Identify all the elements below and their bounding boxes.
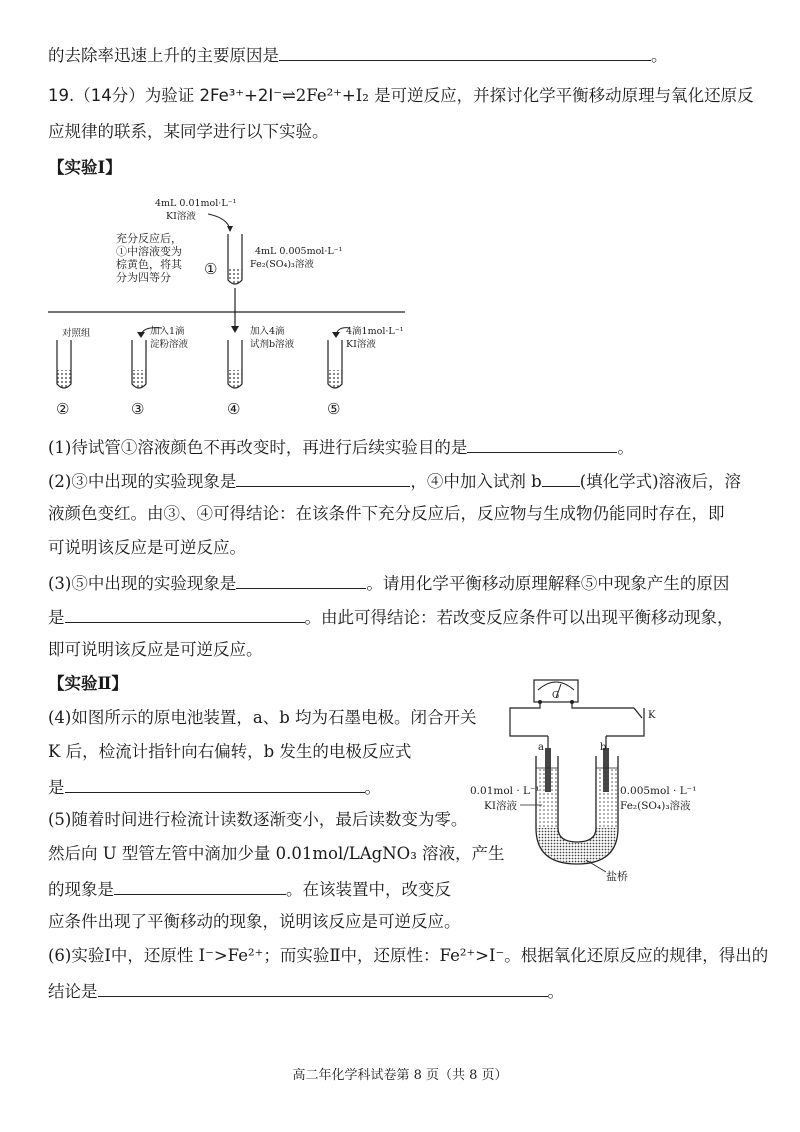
answer-blank bbox=[467, 434, 617, 453]
question-4 bbox=[48, 706, 477, 730]
fe-conc-label: 4mL 0.005mol·L⁻¹ bbox=[255, 246, 343, 257]
electrode-a-label: a bbox=[538, 742, 544, 753]
fe-solution bbox=[597, 768, 617, 828]
answer-blank bbox=[114, 876, 286, 895]
heading: 【实验Ⅱ】 bbox=[48, 674, 128, 693]
left-conc-label: 0.01mol · L⁻¹ bbox=[470, 785, 540, 797]
question-19-stem bbox=[48, 84, 754, 108]
answer-blank bbox=[65, 604, 305, 623]
text: (5)随着时间进行检流计读数逐渐变小，最后读数变为零。 bbox=[48, 810, 468, 829]
text: (1)待试管①溶液颜色不再改变时，再进行后续实验目的是 bbox=[48, 438, 468, 457]
tube-4-label: 试剂b溶液 bbox=[250, 339, 295, 350]
electrode-b-label: b bbox=[600, 742, 607, 753]
arrow-head bbox=[332, 332, 340, 338]
page-footer: 高二年化学科试卷第 8 页（共 8 页） bbox=[292, 1068, 508, 1083]
text: 然后向 U 型管左管中滴加少量 0.01mol/LAgNO₃ 溶液，产生 bbox=[48, 844, 505, 863]
text: (4)如图所示的原电池装置，a、b 均为石墨电极。闭合开关 bbox=[48, 708, 477, 727]
heading: 【实验Ⅰ】 bbox=[48, 158, 122, 177]
question-4-line-3 bbox=[48, 774, 381, 800]
tube-4-label: 加入4滴 bbox=[250, 326, 285, 337]
equilibrium-arrow: ⇌ bbox=[281, 86, 296, 105]
text: (6)实验Ⅰ中，还原性 I⁻>Fe²⁺；而实验Ⅱ中，还原性：Fe²⁺>I⁻。根据氧化还原反应的规律，得出的 bbox=[48, 946, 769, 965]
text: 液颜色变红。由③、④可得结论：在该条件下充分反应后，反应物与生成物仍能同时存在，即 bbox=[48, 504, 725, 523]
switch bbox=[634, 708, 642, 718]
galvanic-cell-figure bbox=[466, 668, 716, 888]
question-number: 19.（14分）为验证 2Fe³⁺+2I⁻ bbox=[48, 86, 282, 105]
tube-number: ⑤ bbox=[327, 400, 341, 418]
note-line: ①中溶液变为 bbox=[116, 245, 182, 258]
question-1 bbox=[48, 434, 634, 460]
question-6 bbox=[48, 944, 768, 968]
note-line: 棕黄色，将其 bbox=[116, 258, 182, 271]
answer-blank bbox=[98, 978, 548, 997]
wire-right-2 bbox=[606, 708, 644, 736]
question-2 bbox=[48, 468, 741, 494]
wire-right bbox=[572, 702, 634, 708]
tube-2-label: 对照组 bbox=[62, 328, 91, 339]
salt-bridge-label: 盐桥 bbox=[606, 870, 628, 883]
wire-left bbox=[510, 702, 548, 736]
question-5-line-4 bbox=[48, 910, 461, 934]
tube-number: ④ bbox=[227, 400, 241, 418]
note-line: 分为四等分 bbox=[116, 271, 171, 284]
text: 是 bbox=[48, 608, 65, 627]
text: 。 bbox=[364, 778, 381, 797]
question-5-line-2 bbox=[48, 842, 505, 866]
solution bbox=[329, 370, 342, 388]
text: 。 bbox=[617, 438, 634, 457]
text: 。 bbox=[547, 982, 564, 1001]
right-solution-label: Fe₂(SO₄)₃溶液 bbox=[620, 800, 691, 812]
solution bbox=[229, 370, 242, 388]
solution bbox=[229, 267, 242, 284]
question-19-stem-2 bbox=[48, 120, 329, 144]
tube-5-label: 4滴1mol·L⁻¹ bbox=[346, 326, 404, 337]
text: (填化学式)溶液后，溶 bbox=[579, 472, 742, 491]
text: (2)③中出现的实验现象是 bbox=[48, 472, 237, 491]
question-5-line-3 bbox=[48, 876, 451, 902]
text: 应规律的联系，某同学进行以下实验。 bbox=[48, 122, 329, 141]
left-solution-label: KI溶液 bbox=[484, 800, 517, 812]
experiment-1-title bbox=[48, 156, 122, 180]
text: K 后，检流计指针向右偏转，b 发生的电极反应式 bbox=[48, 742, 412, 761]
text: 应条件出现了平衡移动的现象，说明该反应是可逆反应。 bbox=[48, 912, 461, 931]
answer-blank bbox=[65, 774, 365, 793]
tube-5-label: KI溶液 bbox=[346, 339, 376, 350]
text: 的现象是 bbox=[48, 880, 114, 899]
tube-number: ① bbox=[204, 260, 218, 278]
question-3-line-3 bbox=[48, 638, 263, 662]
text: 。在该装置中，改变反 bbox=[286, 880, 451, 899]
ki-solution-label: KI溶液 bbox=[166, 211, 196, 222]
text: 。 bbox=[651, 46, 668, 65]
u-tube-inner bbox=[558, 756, 596, 842]
text: 2Fe²⁺+I₂ 是可逆反应，并探讨化学平衡移动原理与氧化还原反 bbox=[295, 86, 754, 105]
solution bbox=[133, 370, 146, 388]
arrow-head bbox=[227, 226, 233, 232]
text: ，④中加入试剂 b bbox=[410, 472, 542, 491]
tube-number: ③ bbox=[131, 400, 145, 418]
answer-blank bbox=[236, 570, 366, 589]
arrow-head bbox=[137, 332, 145, 338]
question-4-line-2 bbox=[48, 740, 411, 764]
answer-blank bbox=[236, 468, 410, 487]
ki-solution bbox=[537, 768, 557, 828]
tube-number: ② bbox=[56, 400, 70, 418]
galvanometer-label: G bbox=[552, 691, 560, 701]
arrow-head bbox=[231, 326, 239, 333]
text: (3)⑤中出现的实验现象是 bbox=[48, 574, 237, 593]
ki-conc-label: 4mL 0.01mol·L⁻¹ bbox=[155, 198, 237, 209]
question-6-line-2 bbox=[48, 978, 564, 1004]
note-line: 充分反应后， bbox=[116, 232, 182, 245]
tube-3-label: 淀粉溶液 bbox=[150, 339, 189, 350]
question-2-line-2 bbox=[48, 502, 725, 526]
text: 。请用化学平衡移动原理解释⑤中现象产生的原因 bbox=[366, 574, 730, 593]
experiment-1-figure bbox=[40, 192, 440, 422]
text: 的去除率迅速上升的主要原因是 bbox=[48, 46, 279, 65]
fe-solution-label: Fe₂(SO₄)₃溶液 bbox=[250, 259, 314, 270]
line-continuation bbox=[48, 42, 668, 68]
answer-blank bbox=[279, 42, 651, 61]
arrow-ki bbox=[208, 214, 230, 230]
answer-blank bbox=[542, 468, 580, 487]
question-2-line-3 bbox=[48, 536, 246, 560]
question-5 bbox=[48, 808, 467, 832]
right-conc-label: 0.005mol · L⁻¹ bbox=[620, 785, 697, 797]
solution bbox=[58, 370, 71, 388]
question-3-line-2 bbox=[48, 604, 734, 630]
question-3 bbox=[48, 570, 729, 596]
switch-label: K bbox=[648, 710, 656, 721]
text: 结论是 bbox=[48, 982, 98, 1001]
text: 可说明该反应是可逆反应。 bbox=[48, 538, 246, 557]
tube-3-label: 加入1滴 bbox=[150, 326, 185, 337]
experiment-2-title bbox=[48, 672, 128, 696]
text: 即可说明该反应是可逆反应。 bbox=[48, 640, 263, 659]
text: 是 bbox=[48, 778, 65, 797]
text: 。由此可得结论：若改变反应条件可以出现平衡移动现象， bbox=[304, 608, 734, 627]
